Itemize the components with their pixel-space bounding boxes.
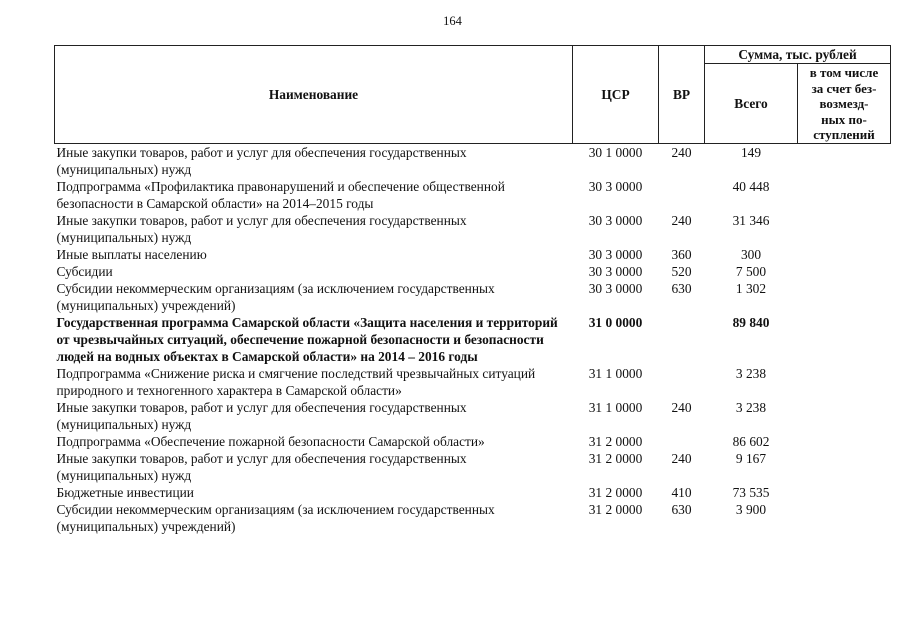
row-name: Государственная программа Самарской области «Защита населения и территорий от чрезвычайных ситуаций, обеспечение пожарной безопасности и безопасности людей на водных объектах в Самарской области» на 2014 – 2016 годы bbox=[56, 314, 558, 364]
table-row bbox=[55, 501, 891, 535]
row-total: 3 238 bbox=[735, 399, 767, 415]
row-total: 73 535 bbox=[732, 484, 770, 500]
header-csr: ЦСР bbox=[573, 46, 659, 144]
table-row bbox=[55, 433, 891, 450]
row-csr: 31 2 0000 bbox=[588, 450, 643, 466]
row-total: 86 602 bbox=[732, 433, 770, 449]
row-csr: 31 2 0000 bbox=[588, 484, 643, 500]
row-vr: 630 bbox=[671, 501, 692, 517]
row-total: 149 bbox=[740, 144, 762, 160]
row-free-receipts bbox=[798, 263, 891, 280]
row-free-receipts bbox=[798, 143, 891, 178]
row-csr: 31 2 0000 bbox=[588, 433, 643, 449]
row-free-receipts bbox=[798, 484, 891, 501]
header-free-line: возмезд- bbox=[819, 96, 869, 111]
row-vr: 360 bbox=[671, 246, 692, 262]
table-row bbox=[55, 365, 891, 399]
row-free-receipts bbox=[798, 365, 891, 399]
row-csr: 30 1 0000 bbox=[588, 144, 643, 160]
row-free-receipts bbox=[798, 178, 891, 212]
row-csr: 30 3 0000 bbox=[588, 280, 643, 296]
row-total: 31 346 bbox=[732, 212, 770, 228]
row-name: Подпрограмма «Профилактика правонарушений и обеспечение общественной безопасности в Самарской области» на 2014–2015 годы bbox=[56, 178, 505, 211]
table-row bbox=[55, 143, 891, 178]
row-csr: 31 0 0000 bbox=[588, 314, 643, 330]
row-vr bbox=[659, 314, 705, 365]
header-total: Всего bbox=[705, 64, 798, 144]
row-vr: 240 bbox=[671, 212, 692, 228]
row-name: Субсидии некоммерческим организациям (за исключением государственных (муниципальных) учреждений) bbox=[56, 280, 495, 313]
row-csr: 30 3 0000 bbox=[588, 246, 643, 262]
row-free-receipts bbox=[798, 246, 891, 263]
row-total: 3 900 bbox=[735, 501, 767, 517]
row-free-receipts bbox=[798, 433, 891, 450]
row-vr: 520 bbox=[671, 263, 692, 279]
header-free-line: ных по- bbox=[821, 111, 867, 127]
row-csr: 30 3 0000 bbox=[588, 178, 643, 194]
row-name: Субсидии bbox=[56, 263, 113, 279]
table-row bbox=[55, 246, 891, 263]
row-name: Иные закупки товаров, работ и услуг для обеспечения государственных (муниципальных) нужд bbox=[56, 399, 467, 432]
row-vr: 410 bbox=[671, 484, 692, 500]
table-row bbox=[55, 314, 891, 365]
table-row bbox=[55, 280, 891, 314]
header-vr: ВР bbox=[659, 46, 705, 144]
row-vr: 240 bbox=[671, 450, 692, 466]
row-csr: 30 3 0000 bbox=[588, 212, 643, 228]
page-number: 164 bbox=[443, 14, 462, 28]
row-free-receipts bbox=[798, 314, 891, 365]
row-name: Иные закупки товаров, работ и услуг для обеспечения государственных (муниципальных) нужд bbox=[56, 450, 467, 483]
row-csr: 31 1 0000 bbox=[588, 365, 643, 381]
row-name: Субсидии некоммерческим организациям (за исключением государственных (муниципальных) учреждений) bbox=[56, 501, 495, 534]
row-vr: 630 bbox=[671, 280, 692, 296]
row-total: 7 500 bbox=[735, 263, 767, 279]
row-total: 9 167 bbox=[735, 450, 767, 466]
row-name: Иные закупки товаров, работ и услуг для обеспечения государственных (муниципальных) нужд bbox=[56, 144, 467, 177]
row-name: Подпрограмма «Снижение риска и смягчение последствий чрезвычайных ситуаций природного и техногенного характера в Самарской области» bbox=[56, 365, 536, 398]
row-free-receipts bbox=[798, 212, 891, 246]
row-vr bbox=[659, 365, 705, 399]
table-body bbox=[55, 143, 891, 535]
row-csr: 31 2 0000 bbox=[588, 501, 643, 517]
header-name: Наименование bbox=[55, 46, 573, 144]
table-row bbox=[55, 450, 891, 484]
table-row bbox=[55, 484, 891, 501]
header-free-line: за счет без- bbox=[811, 80, 877, 96]
row-csr: 30 3 0000 bbox=[588, 263, 643, 279]
table-header bbox=[55, 46, 891, 144]
row-free-receipts bbox=[798, 280, 891, 314]
row-free-receipts bbox=[798, 501, 891, 535]
header-sum: Сумма, тыс. рублей bbox=[705, 46, 891, 64]
row-csr: 31 1 0000 bbox=[588, 399, 643, 415]
row-vr bbox=[659, 433, 705, 450]
row-total: 1 302 bbox=[735, 280, 767, 296]
row-name: Иные выплаты населению bbox=[56, 246, 207, 262]
row-free-receipts bbox=[798, 450, 891, 484]
row-vr bbox=[659, 178, 705, 212]
header-free-line: в том числе bbox=[809, 65, 879, 80]
row-name: Иные закупки товаров, работ и услуг для обеспечения государственных (муниципальных) нужд bbox=[56, 212, 467, 245]
table-row bbox=[55, 399, 891, 433]
header-free-receipts bbox=[798, 64, 891, 144]
row-total: 3 238 bbox=[735, 365, 767, 381]
row-total: 40 448 bbox=[732, 178, 770, 194]
row-vr: 240 bbox=[671, 144, 692, 160]
row-total: 89 840 bbox=[732, 314, 770, 330]
budget-table bbox=[54, 45, 891, 535]
row-vr: 240 bbox=[671, 399, 692, 415]
table-row bbox=[55, 212, 891, 246]
row-name: Бюджетные инвестиции bbox=[56, 484, 194, 500]
table-row bbox=[55, 178, 891, 212]
header-free-line: ступлений bbox=[813, 127, 875, 142]
row-name: Подпрограмма «Обеспечение пожарной безопасности Самарской области» bbox=[56, 433, 485, 449]
row-total: 300 bbox=[740, 246, 762, 262]
row-free-receipts bbox=[798, 399, 891, 433]
table-row bbox=[55, 263, 891, 280]
